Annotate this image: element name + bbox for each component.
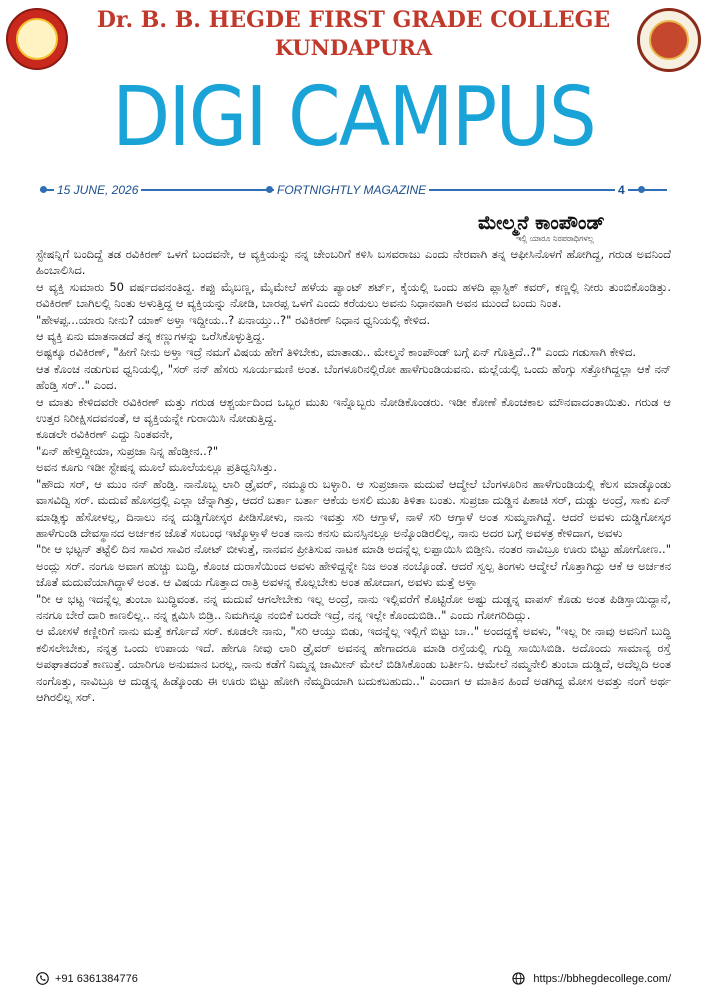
article-paragraph: "ಹೇಳಪ್ಪ...ಯಾರು ನೀನು? ಯಾಕ್ ಅಳ್ತಾ ಇದ್ದೀಯ..? ಏನಾಯ್ತು..?" ರವಿಕಿರಣ್ ನಿಧಾನ ಧ್ವನಿಯಲ್ಲಿ ಕೇಳಿದ. <box>36 312 431 327</box>
article-paragraph: ಅಷ್ಟಕ್ಕೂ ರವಿಕಿರಣ್, "ಹೀಗೆ ನೀನು ಅಳ್ತಾ ಇದ್ರೆ ನಮಗೆ ವಿಷಯ ಹೇಗೆ ತಿಳಿಬೇಕು, ಮಾತಾಡು.. ಮೇಲ್ಮನೆ ಕಾಂಪೌಂಡ್ ಬಗ್ಗೆ ಏನ್ ಗೊತ್ತಿದೆ..?" ಎಂದು ಗಡುಸಾಗಿ ಕೇಳಿದ. <box>36 345 637 360</box>
bullet-dot <box>638 186 645 193</box>
footer-phone <box>36 972 138 985</box>
article-title: ಮೇಲ್ಮನೆ ಕಾಂಪೌಂಡ್ <box>478 212 605 234</box>
article-paragraph: "ರೀ ಆ ಭಟ್ಟ ಇದನ್ನೆಲ್ಲ ತುಂಬಾ ಬುದ್ಧಿವಂತ. ನನ್ನ ಮದುವೆ ಆಗಲೇಬೇಕು ಇಲ್ಲ ಅಂದ್ರೆ, ನಾನು ಇಲ್ಲಿವರೆಗೆ ಕೊಟ್ಟಿರೋ ಅಷ್ಟು ದುಡ್ಡನ್ನ ವಾಪಸ್ ಕೊಡು ಅಂತ ಪಿಡಿಸ್ತಾಯಿದ್ದಾನೆ, ನನಗೂ ಬೇರೆ ದಾರಿ ಕಾಣಲಿಲ್ಲ.. ನನ್ನ ಕ್ಷಮಿಸಿ ಬಿಡ್ರಿ.. ನಿಮಗಿನ್ನೂ ನಂಬಿಕೆ ಬರದೇ ಇದ್ರೆ, ನನ್ನ ಇಲ್ಲೇ ಕೊಂದುಬಿಡಿ.." ಎಂದು ಗೋಗರಿದಿದ್ಲು. <box>36 591 671 622</box>
article-paragraph: ಆ ವ್ಯಕ್ತಿ ಏನು ಮಾತನಾಡದೆ ತನ್ನ ಕಣ್ಣುಗಳನ್ನು ಒರೆಸಿಕೊಳ್ಳುತ್ತಿದ್ದ. <box>36 329 265 344</box>
article-paragraph: ಆ ಮೋಸಳೆ ಕಣ್ಣೀರಿಗೆ ನಾನು ಮತ್ತೆ ಕರ್ಗೊದೆ ಸರ್. ಕೂಡಲೇ ನಾನು, "ಸರಿ ಆಯ್ತು ಬಿಡು, ಇದನ್ನೆಲ್ಲ ಇಲ್ಲಿಗೆ ಬಿಟ್ಟು ಬಾ.." ಅಂದದ್ದಕ್ಕೆ ಅವಳು, "ಇಲ್ಲ ರೀ ನಾವು ಅವನಿಗೆ ಬುದ್ಧಿ ಕಲಿಸಲೇಬೇಕು, ನನ್ನತ್ರ ಒಂದು ಉಪಾಯ ಇದೆ. ಹೇಗೂ ನೀವು ಲಾರಿ ಡ್ರೈವರ್ ಅವನನ್ನ ಹೇಗಾದರೂ ಮಾಡಿ ರಸ್ತೆಯಲ್ಲಿ ಗುದ್ದಿ ಸಾಯಿಸಿಬಿಡಿ. ಅದೊಂದು ಸಾಮಾನ್ಯ ರಸ್ತೆ ಅಪಘಾತದಂತೆ ಕಾಣುತ್ತೆ. ಯಾರಿಗೂ ಅನುಮಾನ ಬರಲ್ಲ, ನಾನು ಕಡೆಗೆ ನಿಮ್ಮನ್ನ ಜಾಮೀನ್ ಮೇಲೆ ಬಿಡಿಸಿಕೊಂಡು ಬರ್ತೀನಿ. ಆಮೇಲೆ ನಮ್ಮನೇಲಿ ತುಂಬಾ ದುಡ್ಡಿದೆ, ಅದೆಲ್ಲದಿ ಅಂತ ನಂಗೊತ್ತು, ನಾವಿಬ್ರೂ ಆ ದುಡ್ಡನ್ನ ಹಿಡ್ಕೊಂಡು ಈ ಊರು ಬಿಟ್ಟು ಹೋಗಿ ನೆಮ್ಮದಿಯಾಗಿ ಬದುಕಬಹುದು.." ಎಂದಾಗ ಆ ಮಾತಿನ ಹಿಂದೆ ಅಡಗಿದ್ದ ಮೋಸ ಅವತ್ತು ನಂಗೆ ಅರ್ಥ ಆಗಿರಲಿಲ್ಲ ಸರ್. <box>36 624 671 704</box>
issue-info-band <box>40 180 667 200</box>
article-paragraph: ಆ ಮಾತು ಕೇಳಿದವರೇ ರವಿಕಿರಣ್ ಮತ್ತು ಗರುಡ ಆಶ್ಚರ್ಯದಿಂದ ಒಬ್ಬರ ಮುಖ ಇನ್ನೊಬ್ಬರು ನೋಡಿಕೊಂಡರು. ಇಡೀ ಕೋಣೆ ಕೊಂಚಕಾಲ ಮೌನವಾದಂತಾಯಿತು. ಗರುಡ ಆ ಉತ್ತರ ನಿರೀಕ್ಷಿಸದವನಂತೆ, ಆ ವ್ಯಕ್ತಿಯನ್ನೇ ಗುರಾಯಿಸಿ ನೋಡುತ್ತಿದ್ದ. <box>36 394 671 426</box>
article-paragraph: ಸ್ಟೇಷನ್ನಿಗೆ ಬಂದಿದ್ದೆ ತಡ ರವಿಕಿರಣ್ ಒಳಗೆ ಬಂದವನೇ, ಆ ವ್ಯಕ್ತಿಯನ್ನು ನನ್ನ ಚೇಂಬರಿಗೆ ಕಳಿಸಿ ಬಸವರಾಜು ಎಂದು ನೇರವಾಗಿ ತನ್ನ ಆಫೀಸಿನೊಳಗೆ ಹೋಗಿದ್ದ, ಗರುಡ ಅವನಿಂದೆ ಹಿಂಬಾಲಿಸಿದ. <box>36 247 671 278</box>
bullet-dot <box>40 186 47 193</box>
website-link[interactable]: https://bbhegdecollege.com/ <box>533 972 671 985</box>
article-heading <box>478 212 668 244</box>
page-number: 4 <box>615 180 628 200</box>
article-paragraph: ಅವನ ಕೂಗು ಇಡೀ ಸ್ಟೇಷನ್ನ ಮೂಲೆ ಮೂಲೆಯಲ್ಲೂ ಪ್ರತಿಧ್ವನಿಸಿತ್ತು. <box>36 460 278 475</box>
article-paragraph: "ಏನ್ ಹೇಳ್ತಿದ್ದೀಯಾ, ಸುಪ್ರಜಾ ನಿನ್ನ ಹೆಂಡ್ತೀನ..?" <box>36 443 219 458</box>
page-footer <box>36 970 671 990</box>
phone-icon <box>36 972 49 985</box>
issue-date: 15 JUNE, 2026 <box>54 180 141 200</box>
college-header <box>0 6 707 62</box>
article-paragraph: ಕೂಡಲೇ ರವಿಕಿರಣ್ ಎದ್ದು ನಿಂತವನೇ, <box>36 427 173 442</box>
issue-type: FORTNIGHTLY MAGAZINE <box>274 180 429 200</box>
masthead-title: DIGI CAMPUS <box>112 70 595 165</box>
article-paragraph: ಆತ ಕೊಂಚ ನಡುಗುವ ಧ್ವನಿಯಲ್ಲಿ, "ಸರ್ ನನ್ ಹೆಸರು ಸೂರ್ಯಮಣಿ ಅಂತ. ಬೆಂಗಳೂರಿನಲ್ಲಿರೋ ಹಾಳೆಗುಂಡಿಯವನು. ಮಲ್ಲೆಯಲ್ಲಿ ಒಂದು ಹೆಂಗ್ಸು ಸತ್ತೋಗಿದ್ದಲ್ಲಾ ಆಕೆ ನನ್ ಹೆಂಡ್ತಿ ಸರ್.." ಎಂದ. <box>36 361 671 393</box>
phone-number: +91 6361384776 <box>55 972 138 985</box>
college-name: Dr. B. B. HEGDE FIRST GRADE COLLEGE <box>96 7 611 33</box>
bullet-dot <box>266 186 273 193</box>
footer-website[interactable] <box>512 972 671 985</box>
article-paragraph: "ಹೌದು ಸರ್, ಆ ಮುಂ ನನ್ ಹೆಂಡ್ತಿ. ನಾನೊಬ್ಬ ಲಾರಿ ಡ್ರೈವರ್, ನಮ್ಮೂರು ಬಳ್ಳಾರಿ. ಆ ಸುಪ್ರಜಾನಾ ಮದುವೆ ಆದ್ಮೇಲೆ ಬೆಂಗಳೂರಿನ ಹಾಳೆಗುಂಡಿಯಲ್ಲಿ ಕೆಲಸ ಮಾಡ್ಕೊಂಡು ವಾಸವಿದ್ವಿ ಸರ್. ಮದುವೆ ಹೊಸದ್ರಲ್ಲಿ ಎಲ್ಲಾ ಚೆನ್ನಾಗಿತ್ತು, ಆದರೆ ಬರ್ತಾ ಬರ್ತಾ ಆಕೆಯ ಅಸಲಿ ಮುಖ ತಿಳಿತಾ ಬಂತು. ಸುಪ್ರಜಾ ದುಡ್ಡಿನ ಪಿಶಾಚಿ ಸರ್, ದುಡ್ಡು ಅಂದ್ರೆ, ಸಾಕು ಏನ್ ಮಾಡ್ಲಿಕ್ಕು ಹೆಸೋಳಲ್ಲ, ದಿನಾಲು ನನ್ನ ದುಡ್ಡಿಗೋಸ್ಕರ ಪೀಡಿಸೋಳು, ನಾನು ಇವತ್ತು ಸರಿ ಆಗ್ತಾಳೆ, ನಾಳೆ ಸರಿ ಆಗ್ತಾಳೆ ಅಂತ ಸುಮ್ಮನಾಗಿದ್ದೆ. ಆದರೆ ಅವಳು ದುಡ್ಡಿಗೋಸ್ಕರ ಹಾಳೆಗುಂಡಿ ದೇವಸ್ಥಾನದ ಅರ್ಚಕನ ಜೊತೆ ಸಂಬಂಧ ಇಟ್ಕೊಳ್ತಾಳೆ ಅಂತ ನಾನು ಕನಸು ಮನಸ್ಸಿನಲ್ಲೂ ಅನ್ಕೊಂಡಿರಲಿಲ್ಲ, ನಾನು ಅದರ ಬಗ್ಗೆ ಅವಳತ್ರ ಕೇಳಿದಾಗ, ಅವಳು <box>36 476 671 540</box>
article-body <box>36 246 671 705</box>
article-paragraph: ಆ ವ್ಯಕ್ತಿ ಸುಮಾರು 50 ವರ್ಷದವನಂತಿದ್ದ. ಕಪ್ಪು ಮೈಬಣ್ಣ, ಮೈಮೇಲೆ ಹಳೆಯ ಪ್ಯಾಂಟ್ ಶರ್ಟ್, ಕೈಯಲ್ಲಿ ಒಂದು ಹಳದಿ ಪ್ಲಾಸ್ಟಿಕ್ ಕವರ್, ಕಣ್ಣಲ್ಲಿ ನೀರು ತುಂಬಿಕೊಂಡಿತ್ತು. ರವಿಕಿರಣ್ ಬಾಗಿಲಲ್ಲಿ ನಿಂತು ಅಳುತ್ತಿದ್ದ ಆ ವ್ಯಕ್ತಿಯನ್ನು ನೋಡಿ, ಬಾರಪ್ಪ ಒಳಗೆ ಎಂದು ಕರೆಯಲು ಅವನು ನಿಧಾನವಾಗಿ ಅವನ ಮುಂದೆ ಬಂದು ನಿಂತ. <box>36 279 671 311</box>
article-subtitle: ಇಲ್ಲಿ ಯಾರೂ ನಿರಪರಾಧಿಗಳಲ್ಲ <box>516 234 594 243</box>
college-location: KUNDAPURA <box>274 35 433 60</box>
globe-icon <box>512 972 525 985</box>
article-paragraph: "ರೀ ಆ ಭಟ್ಟನ್ ತಟ್ಟೆಲಿ ದಿನ ಸಾವಿರ ಸಾವಿರ ನೋಟ್ ಬೀಳುತ್ತೆ, ನಾನವನ ಪ್ರೀತಿಸುವ ನಾಟಕ ಮಾಡಿ ಅದನ್ನೆಲ್ಲ ಲಪ್ಪಾಯಿಸಿ ಬಿಡ್ತೀನಿ. ನಂತರ ನಾವಿಬ್ರೂ ಊರು ಬಿಟ್ಟು ಹೋಗೋಣ.." ಅಂದ್ಲು ಸರ್. ನಂಗೂ ಅವಾಗ ಹುಚ್ಚು ಬುದ್ಧಿ, ಕೊಂಚ ದುರಾಸೆಯಿಂದ ಅವಳು ಹೇಳಿದ್ದನ್ನೇ ನಿಜ ಅಂತ ನಂಬ್ಕೊಂಡೆ. ಆದರೆ ಸ್ವಲ್ಪ ತಿಂಗಳು ಆದ್ಮೇಲೆ ಗೊತ್ತಾಗಿದ್ದು ಆಕೆ ಆ ಅರ್ಚಕನ ಜೊತೆ ಮದುವೆಯಾಗಿದ್ದಾಳೆ ಅಂತ. ಆ ವಿಷಯ ಗೊತ್ತಾದ ರಾತ್ರಿ ಅವಳನ್ನ ಕೊಲ್ಲಬೇಕು ಅಂತ ಹೋದಾಗ, ಅವಳು ಮತ್ತೆ ಅಳ್ತಾ <box>36 542 671 590</box>
